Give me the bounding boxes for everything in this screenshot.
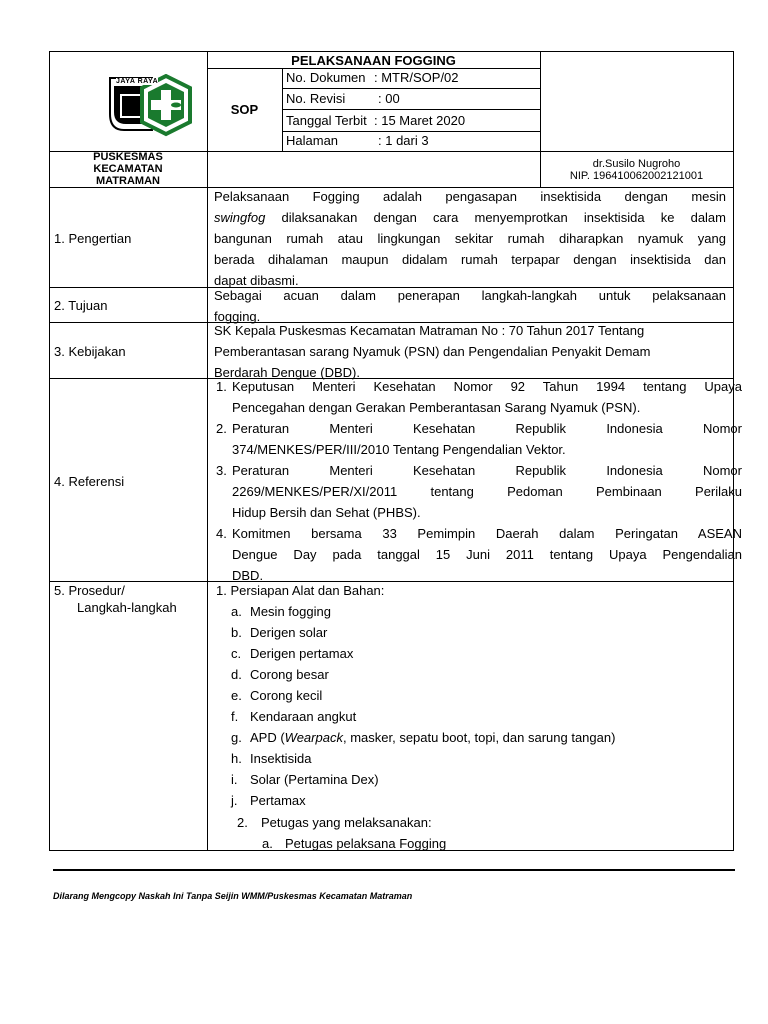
section-label-prosedur-2: Langkah-langkah: [77, 600, 177, 615]
section-body-tujuan: Sebagai acuan dalam penerapan langkah-langkah untuk pelaksanaan fogging.: [214, 288, 726, 324]
prosedur-item: Pertamax: [250, 793, 306, 808]
prosedur-heading: 1. Persiapan Alat dan Bahan:: [216, 583, 385, 598]
prosedur-item-marker: c.: [231, 646, 242, 661]
prosedur-item-marker: d.: [231, 667, 242, 682]
signer-name: dr.Susilo Nugroho: [592, 158, 681, 170]
prosedur-item-marker: j.: [231, 793, 238, 808]
prosedur-item-marker: e.: [231, 688, 242, 703]
prosedur-item: Insektisida: [250, 751, 312, 766]
prosedur-item-marker: f.: [231, 709, 239, 724]
prosedur-item: Kendaraan angkut: [250, 709, 357, 724]
meta-label-tanggal: Tanggal Terbit: [286, 113, 367, 128]
prosedur-heading-2-num: 2.: [237, 815, 248, 830]
prosedur-item: Solar (Pertamina Dex): [250, 772, 379, 787]
prosedur-sub-item: Petugas pelaksana Fogging: [285, 836, 447, 851]
document-title: PELAKSANAAN FOGGING: [291, 53, 456, 68]
meta-value-revisi: : 00: [378, 91, 400, 106]
section-label-kebijakan: 3. Kebijakan: [54, 344, 126, 359]
prosedur-item-marker: a.: [231, 604, 242, 619]
meta-value-dokumen: : MTR/SOP/02: [374, 70, 459, 85]
prosedur-item-marker: g.: [231, 730, 242, 745]
section-body-pengertian: Pelaksanaan Fogging adalah pengasapan insektisida dengan mesin swingfog dilaksanakan dengan cara menyemprotkan insektisida ke dalam bangunan rumah atau lingkungan sekitar rumah diharapkan nyamuk yang berada dihalaman maupun didalam rumah terpapar dengan insektisida dan dapat dibasmi.: [214, 189, 726, 288]
section-label-pengertian: 1. Pengertian: [54, 231, 132, 246]
prosedur-item: APD (Wearpack, masker, sepatu boot, topi, dan sarung tangan): [250, 730, 616, 745]
prosedur-item: Mesin fogging: [250, 604, 331, 619]
meta-value-halaman: : 1 dari 3: [378, 133, 429, 148]
prosedur-item: Derigen pertamax: [250, 646, 354, 661]
meta-label-halaman: Halaman: [286, 133, 339, 148]
prosedur-item-marker: b.: [231, 625, 242, 640]
meta-value-tanggal: : 15 Maret 2020: [374, 113, 466, 128]
meta-label-dokumen: No. Dokumen: [286, 70, 366, 85]
signer-nip: NIP. 196410062002121001: [569, 170, 704, 182]
logo: [106, 74, 200, 138]
meta-label-revisi: No. Revisi: [286, 91, 346, 106]
prosedur-item-marker: h.: [231, 751, 242, 766]
sop-label: SOP: [230, 102, 259, 117]
prosedur-item: Derigen solar: [250, 625, 328, 640]
prosedur-item-marker: i.: [231, 772, 238, 787]
footer-note: Dilarang Mengcopy Naskah Ini Tanpa Seijin WMM/Puskesmas Kecamatan Matraman: [53, 891, 413, 901]
section-body-kebijakan: SK Kepala Puskesmas Kecamatan Matraman No : 70 Tahun 2017 Tentang Pemberantasan sarang Nyamuk (PSN) dan Pengendalian Penyakit Demam Berdarah Dengue (DBD).: [214, 323, 651, 380]
footer-rule: [53, 869, 735, 871]
prosedur-item: Corong kecil: [250, 688, 323, 703]
section-label-tujuan: 2. Tujuan: [54, 298, 108, 313]
prosedur-heading-2: Petugas yang melaksanakan:: [261, 815, 432, 830]
logo-text: JAYA RAYA: [116, 78, 159, 85]
prosedur-item: Corong besar: [250, 667, 329, 682]
section-label-prosedur: 5. Prosedur/: [54, 583, 125, 598]
prosedur-sub-marker: a.: [262, 836, 273, 851]
section-label-referensi: 4. Referensi: [54, 474, 125, 489]
